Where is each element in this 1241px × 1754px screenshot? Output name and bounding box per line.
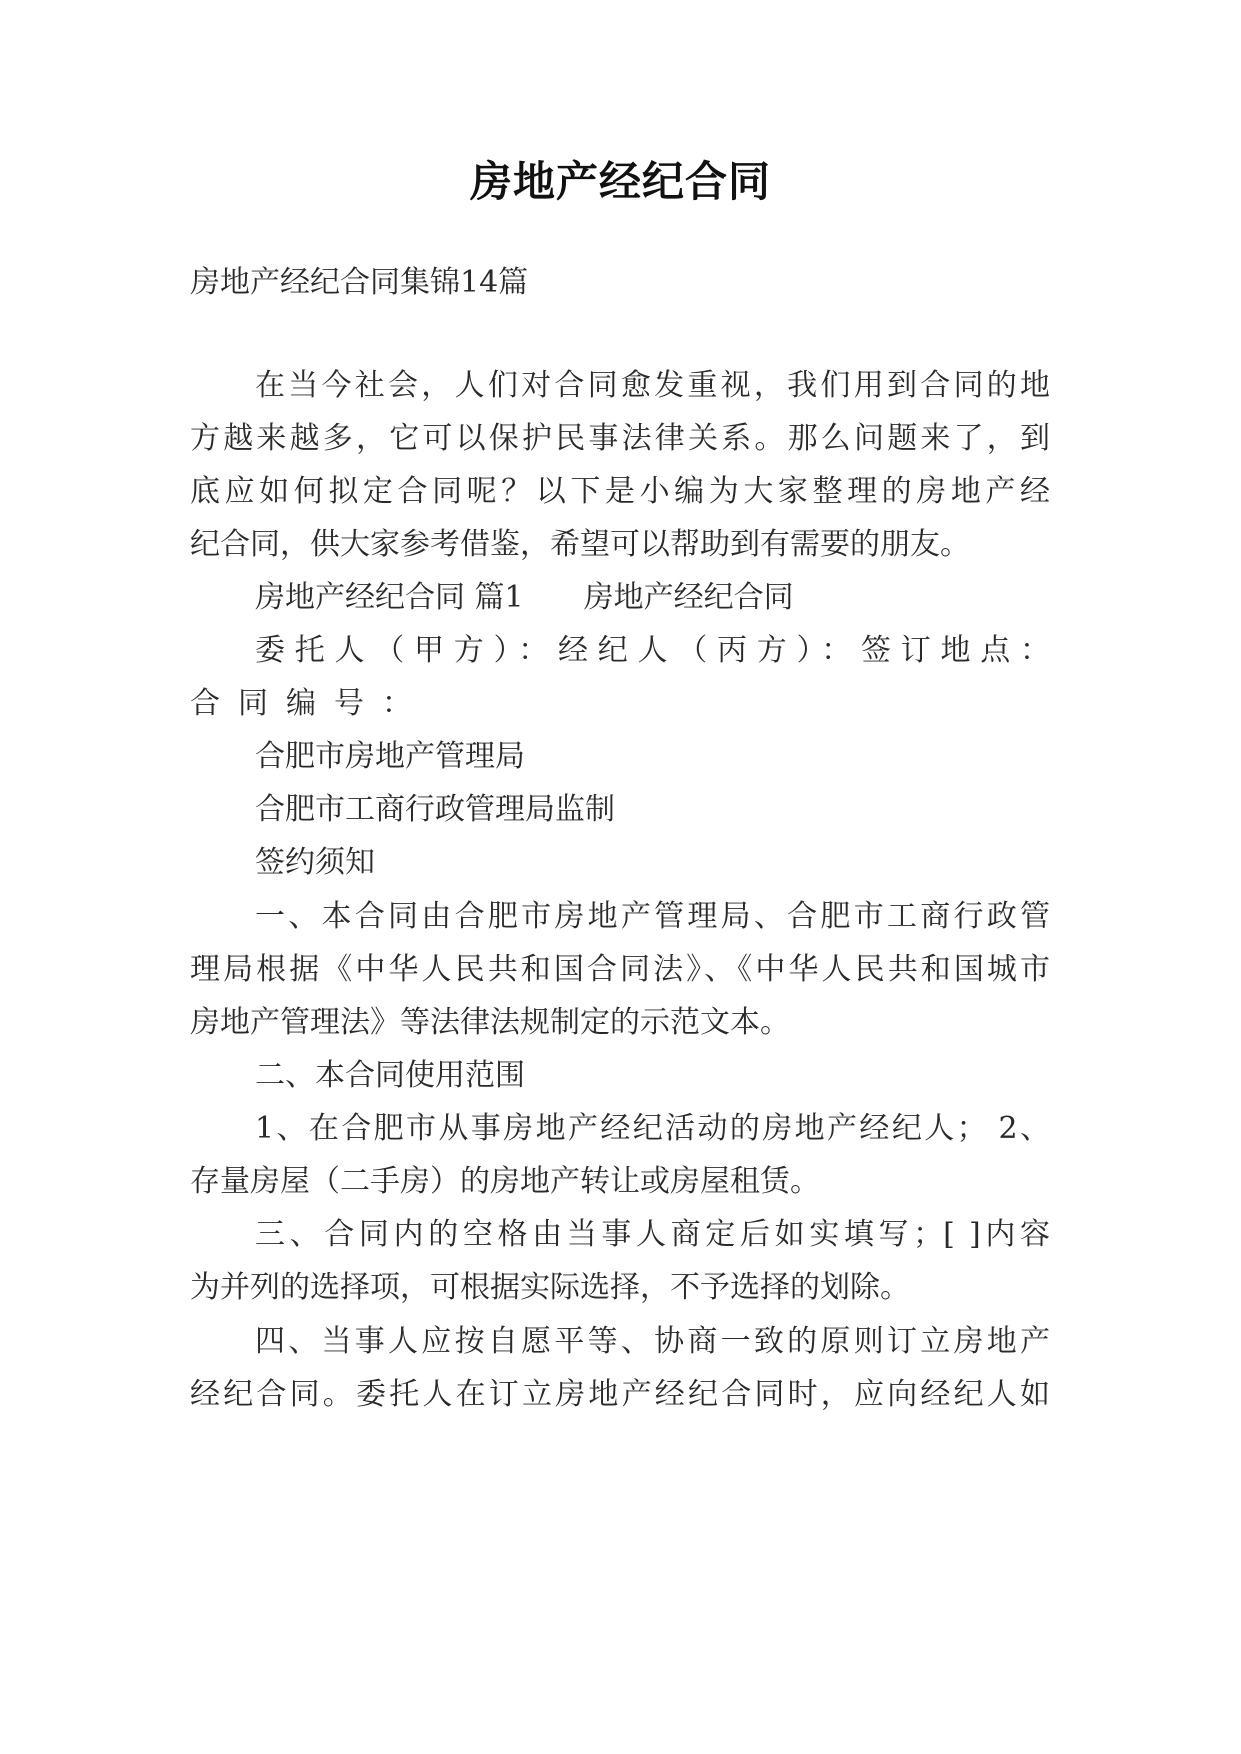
section-heading	[255, 578, 1050, 618]
intro-line-2: 方越来越多，它可以保护民事法律关系。那么问题来了，到	[190, 421, 1050, 456]
item1-line-2: 理局根据《中华人民共和国合同法》、《中华人民共和国城市	[190, 952, 1050, 987]
issuer-commerce-bureau: 合肥市工商行政管理局监制	[255, 792, 615, 827]
section-heading-part-2: 房地产经纪合同	[583, 580, 794, 615]
notice-heading: 签约须知	[255, 845, 375, 880]
item2-line-1: 1、在合肥市从事房地产经纪活动的房地产经纪人； 2、	[255, 1111, 1050, 1146]
section-heading-part-1: 房地产经纪合同 篇1	[255, 580, 524, 615]
item4-line-1: 四、当事人应按自愿平等、协商一致的原则订立房地产	[255, 1324, 1050, 1359]
intro-line-1: 在当今社会，人们对合同愈发重视，我们用到合同的地	[255, 368, 1050, 403]
intro-line-4: 纪合同，供大家参考借鉴，希望可以帮助到有需要的朋友。	[190, 527, 970, 562]
item2-heading: 二、本合同使用范围	[255, 1058, 525, 1093]
parties-line-1: 委托人（甲方）：经纪人（丙方）：签订地点：	[255, 633, 1050, 668]
item3-line-1: 三、合同内的空格由当事人商定后如实填写；[ ]内容	[255, 1217, 1050, 1252]
document-subtitle: 房地产经纪合同集锦14篇	[190, 265, 529, 300]
intro-line-3: 底应如何拟定合同呢？以下是小编为大家整理的房地产经	[190, 474, 1050, 509]
item1-line-3: 房地产管理法》等法律法规制定的示范文本。	[190, 1005, 790, 1040]
item4-line-2: 经纪合同。委托人在订立房地产经纪合同时，应向经纪人如	[190, 1377, 1050, 1412]
issuer-housing-bureau: 合肥市房地产管理局	[255, 739, 525, 774]
document-title: 房地产经纪合同	[469, 157, 771, 206]
item1-line-1: 一、本合同由合肥市房地产管理局、合肥市工商行政管	[255, 899, 1050, 934]
parties-line-2: 合同编号：	[190, 686, 430, 721]
item3-line-2: 为并列的选择项，可根据实际选择，不予选择的划除。	[190, 1270, 910, 1305]
item2-line-2: 存量房屋（二手房）的房地产转让或房屋租赁。	[190, 1164, 820, 1199]
